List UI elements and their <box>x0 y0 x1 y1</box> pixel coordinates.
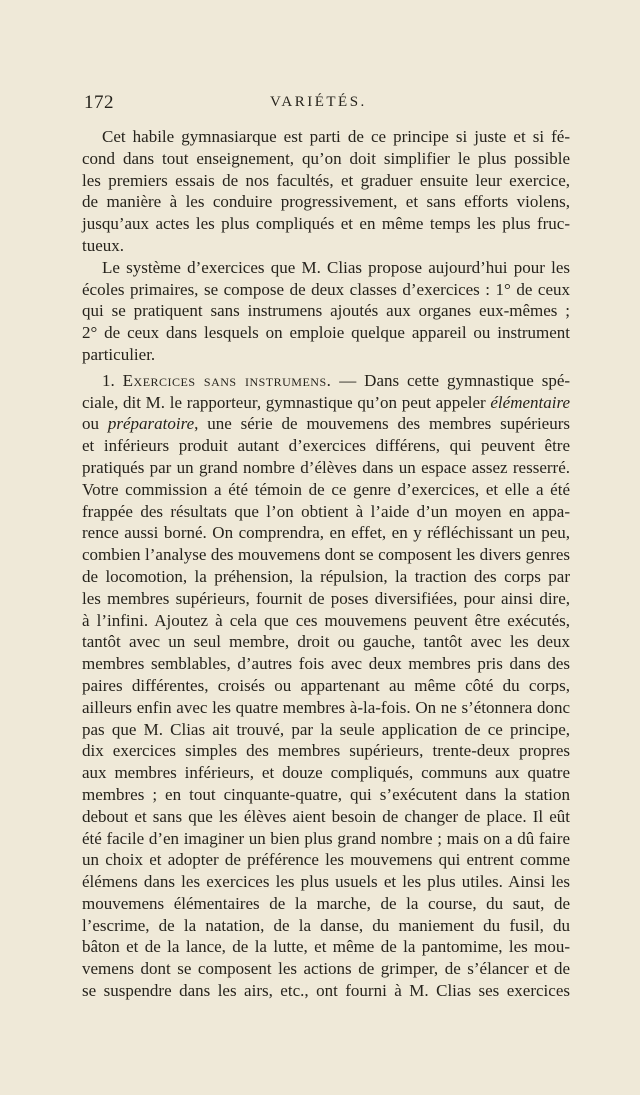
page-header <box>0 92 640 116</box>
text-line: ailleurs enfin avec les quatre membres à-la-fois. On ne s’étonnera donc <box>82 697 570 717</box>
running-head: VARIÉTÉS. <box>270 94 367 110</box>
text-line: mouvemens élémentaires de la marche, de la course, du saut, de <box>82 893 570 913</box>
text-fragment: ou <box>82 414 108 434</box>
section-heading-line <box>82 370 570 392</box>
text-line: cond dans tout enseignement, qu’on doit simplifier le plus possible <box>82 148 570 168</box>
text-line: tantôt avec un seul membre, droit ou gauche, tantôt avec les deux <box>82 632 570 652</box>
text-line: frappée des résultats que l’on obtient à l’aide d’un moyen en appa- <box>82 501 570 521</box>
text-line: debout et sans que les élèves aient besoin de changer de place. Il eût <box>82 806 570 826</box>
text-line: les membres supérieurs, fournit de poses diversifiées, pour ainsi dire, <box>82 588 570 608</box>
text-line: et inférieurs produit autant d’exercices différens, qui peuvent être <box>82 436 570 456</box>
text-line: aux membres inférieurs, et douze compliqués, communs aux quatre <box>82 763 570 783</box>
text-line: membres semblables, d’autres fois avec deux membres pris dans des <box>82 654 570 674</box>
section-heading: Exercices sans instrumens. <box>122 370 332 390</box>
text-line: été facile d’en imaginer un bien plus grand nombre ; mais on a dû faire <box>82 828 570 848</box>
text-line: qui se pratiquent sans instrumens ajoutés aux organes eux-mêmes ; <box>82 301 570 321</box>
text-line: jusqu’aux actes les plus compliqués et en même temps les plus fruc- <box>82 214 570 234</box>
text-line: membres ; en tout cinquante-quatre, qui s’exécutent dans la station <box>82 784 570 804</box>
italic-term: élémentaire <box>490 392 570 412</box>
text-line: tueux. <box>82 235 125 255</box>
text-line: rence aussi borné. On comprendra, en effet, en y réfléchissant un peu, <box>82 523 570 543</box>
page-number: 172 <box>84 92 114 113</box>
text-line <box>82 413 570 435</box>
text-line: 2° de ceux dans lesquels on emploie quelque appareil ou instrument <box>82 323 570 343</box>
text-line: particulier. <box>82 344 156 364</box>
text-line: de manière à les conduire progressivement, et sans efforts violens, <box>82 192 570 212</box>
italic-term: préparatoire <box>107 414 195 434</box>
text-line: à l’infini. Ajoutez à cela que ces mouvemens peuvent être exécutés, <box>82 610 570 630</box>
text-line: de locomotion, la préhension, la répulsion, la traction des corps par <box>82 566 570 586</box>
text-fragment: ciale, dit M. le rapporteur, gymnastique qu’on peut appeler <box>82 392 491 412</box>
text-line: élémens dans les exercices les plus usuels et les plus utiles. Ainsi les <box>82 872 570 892</box>
text-line: pratiqués par un grand nombre d’élèves dans un espace assez resserré. <box>82 457 570 477</box>
text-line: vemens dont se composent les actions de grimper, de s’élancer et de <box>82 959 570 979</box>
body-text <box>82 126 570 1002</box>
text-line: pas que M. Clias ait trouvé, par la seule application de ce principe, <box>82 719 570 739</box>
text-line: écoles primaires, se compose de deux classes d’exercices : 1° de ceux <box>82 279 570 299</box>
text-line: Votre commission a été témoin de ce genre d’exercices, et elle a été <box>82 479 570 499</box>
text-line: combien l’analyse des mouvemens dont se composent les divers genres <box>82 545 570 565</box>
text-line: paires différentes, croisés ou appartenant au même côté du corps, <box>82 675 570 695</box>
text-line: les premiers essais de nos facultés, et graduer ensuite leur exercice, <box>82 170 570 190</box>
text-fragment: — Dans cette gymnastique spé- <box>339 370 571 390</box>
text-fragment: , une série de mouvemens des membres supérieurs <box>194 414 570 434</box>
text-line: un choix et adopter de préférence les mouvemens qui entrent comme <box>82 850 570 870</box>
text-line: se suspendre dans les airs, etc., ont fourni à M. Clias ses exercices <box>82 981 570 1001</box>
text-line: Cet habile gymnasiarque est parti de ce principe si juste et si fé- <box>102 127 570 146</box>
text-line: bâton et de la lance, de la lutte, et même de la pantomime, les mou- <box>82 937 570 957</box>
text-line <box>82 392 570 414</box>
text-line: dix exercices simples des membres supérieurs, trente-deux propres <box>82 741 570 761</box>
text-line: l’escrime, de la natation, de la danse, du maniement du fusil, du <box>82 915 570 935</box>
text-line: Le système d’exercices que M. Clias propose aujourd’hui pour les <box>102 257 570 277</box>
section-number: 1. <box>102 370 115 390</box>
